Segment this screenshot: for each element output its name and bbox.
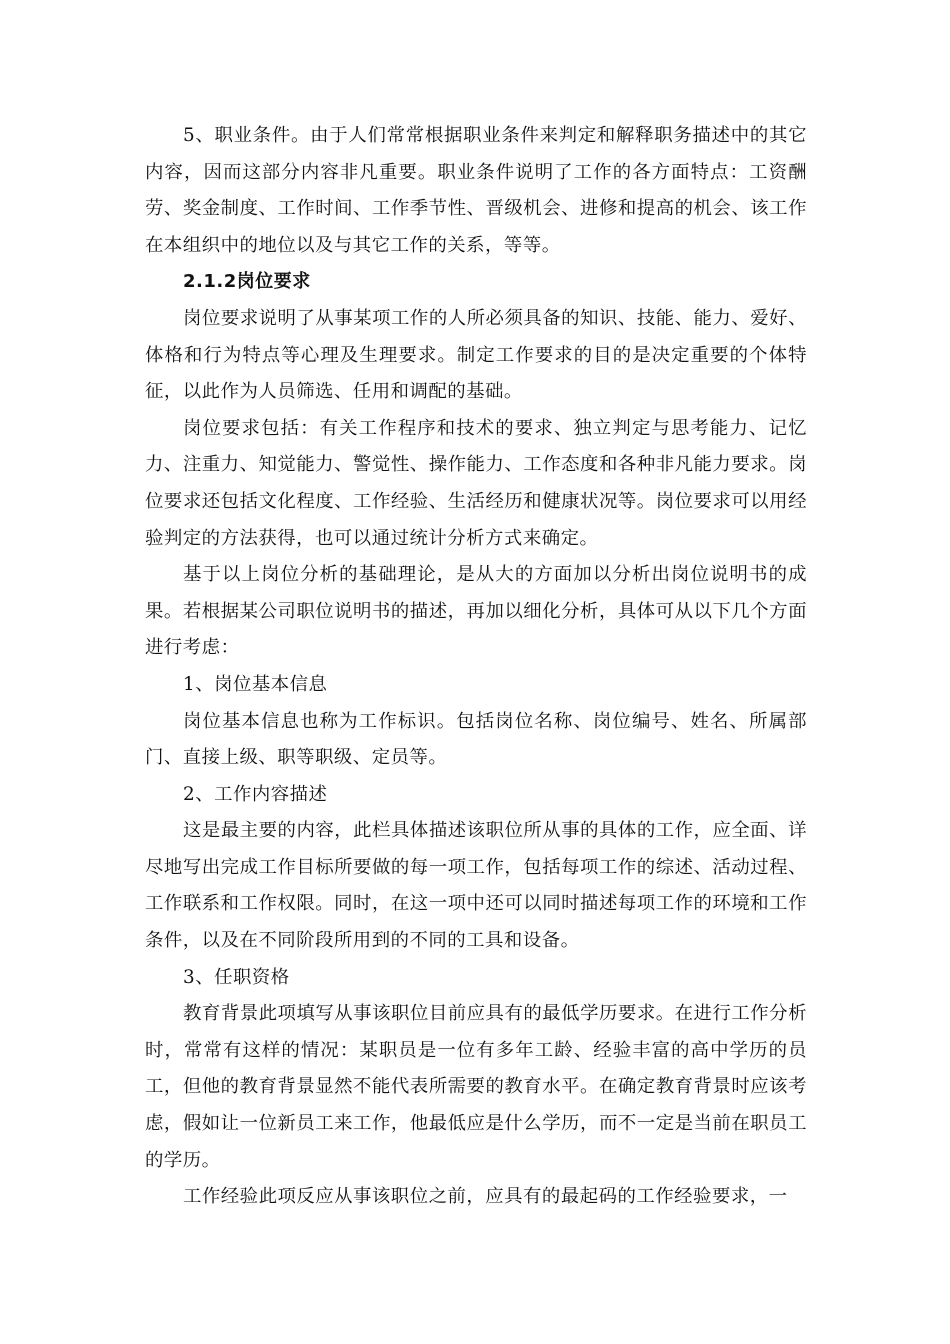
item-heading-work-content: 2、工作内容描述 xyxy=(183,783,328,805)
paragraph-work-content: 这是最主要的内容，此栏具体描述该职位所从事的具体的工作，应全面、详尽地写出完成工作目标所要做的每一项工作，包括每项工作的综述、活动过程、工作联系和工作权限。同时，在这一项中还可以同时描述每项工作的环境和工作条件，以及在不同阶段所用到的不同的工具和设备。 xyxy=(145,820,807,952)
item-heading-basic-info: 1、岗位基本信息 xyxy=(183,673,328,695)
paragraph-job-requirements-intro: 岗位要求说明了从事某项工作的人所必须具备的知识、技能、能力、爱好、体格和行为特点等心理及生理要求。制定工作要求的目的是决定重要的个体特征，以此作为人员筛选、任用和调配的基础。 xyxy=(145,307,807,403)
item-heading-qualifications: 3、任职资格 xyxy=(183,966,290,988)
paragraph-career-conditions: 5、职业条件。由于人们常常根据职业条件来判定和解释职务描述中的其它内容，因而这部分内容非凡重要。职业条件说明了工作的各方面特点：工资酬劳、奖金制度、工作时间、工作季节性、晋级机会、进修和提高的机会、该工作在本组织中的地位以及与其它工作的关系，等等。 xyxy=(145,125,807,256)
paragraph-analysis-basis: 基于以上岗位分析的基础理论，是从大的方面加以分析出岗位说明书的成果。若根据某公司职位说明书的描述，再加以细化分析，具体可从以下几个方面进行考虑： xyxy=(145,564,807,659)
paragraph-basic-info: 岗位基本信息也称为工作标识。包括岗位名称、岗位编号、姓名、所属部门、直接上级、职等职级、定员等。 xyxy=(145,710,807,769)
section-heading-job-requirements: 2.1.2岗位要求 xyxy=(183,271,311,293)
paragraph-work-experience: 工作经验此项反应从事该职位之前，应具有的最起码的工作经验要求，一 xyxy=(183,1186,788,1208)
paragraph-job-requirements-include: 岗位要求包括：有关工作程序和技术的要求、独立判定与思考能力、记忆力、注重力、知觉能力、警觉性、操作能力、工作态度和各种非凡能力要求。岗位要求还包括文化程度、工作经验、生活经历和健康状况等。岗位要求可以用经验判定的方法获得，也可以通过统计分析方式来确定。 xyxy=(145,417,807,549)
document-body xyxy=(145,118,807,1216)
paragraph-education: 教育背景此项填写从事该职位目前应具有的最低学历要求。在进行工作分析时，常常有这样的情况：某职员是一位有多年工龄、经验丰富的高中学历的员工，但他的教育背景显然不能代表所需要的教育水平。在确定教育背景时应该考虑，假如让一位新员工来工作，他最低应是什么学历，而不一定是当前在职员工的学历。 xyxy=(145,1003,807,1171)
